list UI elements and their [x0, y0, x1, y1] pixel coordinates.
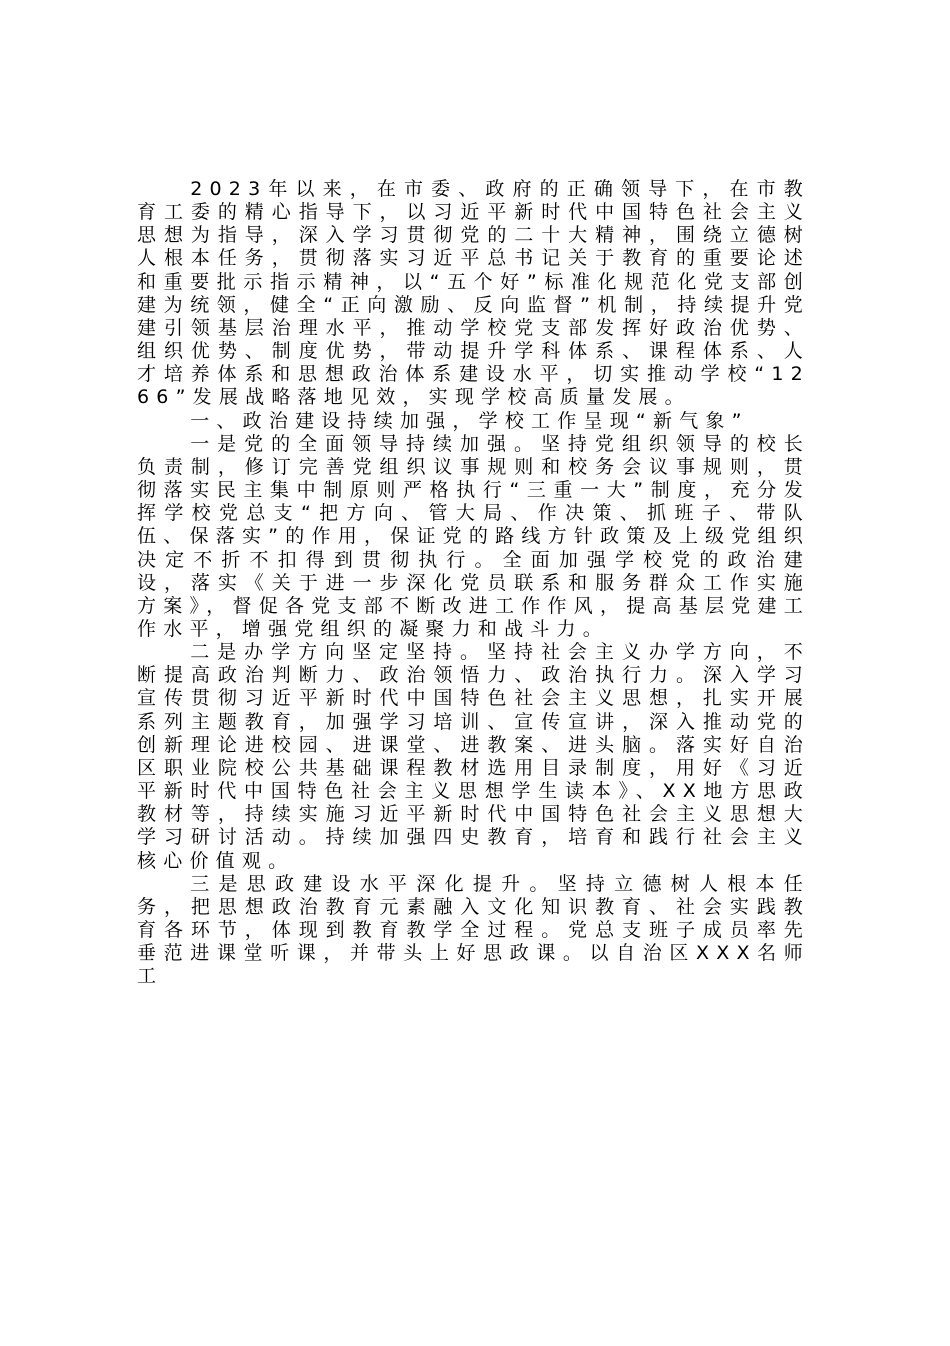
section-heading: 一、政治建设持续加强，学校工作呈现“新气象”: [190, 409, 749, 432]
body-paragraph: 二是办学方向坚定坚持。坚持社会主义办学方向，不断提高政治判断力、政治领悟力、政治执行力。深入学习宣传贯彻习近平新时代中国特色社会主义思想，扎实开展系列主题教育，加强学习培训、宣传宣讲，深入推动党的创新理论进校园、进课堂、进教案、进头脑。落实好自治区职业院校公共基础课程教材选用目录制度，用好《习近平新时代中国特色社会主义思想学生读本》、XX地方思政教材等，持续实施习近平新时代中国特色社会主义思想大学习研讨活动。持续加强四史教育，培育和践行社会主义核心价值观。: [137, 641, 810, 872]
body-paragraph: 三是思政建设水平深化提升。坚持立德树人根本任务，把思想政治教育元素融入文化知识教育、社会实践教育各环节，体现到教育教学全过程。党总支班子成员率先垂范进课堂听课，并带头上好思政课。以自治区XXX名师工: [137, 872, 810, 988]
intro-paragraph: 2023年以来，在市委、政府的正确领导下，在市教育工委的精心指导下，以习近平新时代中国特色社会主义思想为指导，深入学习贯彻党的二十大精神，围绕立德树人根本任务，贯彻落实习近平总书记关于教育的重要论述和重要批示指示精神，以“五个好”标准化规范化党支部创建为统领，健全“正向激励、反向监督”机制，持续提升党建引领基层治理水平，推动学校党支部发挥好政治优势、组织优势、制度优势，带动提升学科体系、课程体系、人才培养体系和思想政治体系建设水平，切实推动学校“1266”发展战略落地见效，实现学校高质量发展。: [137, 178, 810, 409]
body-paragraph: 一是党的全面领导持续加强。坚持党组织领导的校长负责制，修订完善党组织议事规则和校务会议事规则，贯彻落实民主集中制原则严格执行“三重一大”制度，充分发挥学校党总支“把方向、管大局、作决策、抓班子、带队伍、保落实”的作用，保证党的路线方针政策及上级党组织决定不折不扣得到贯彻执行。全面加强学校党的政治建设，落实《关于进一步深化党员联系和服务群众工作实施方案》，督促各党支部不断改进工作作风，提高基层党建工作水平，增强党组织的凝聚力和战斗力。: [137, 432, 810, 640]
document-body: [137, 178, 810, 988]
